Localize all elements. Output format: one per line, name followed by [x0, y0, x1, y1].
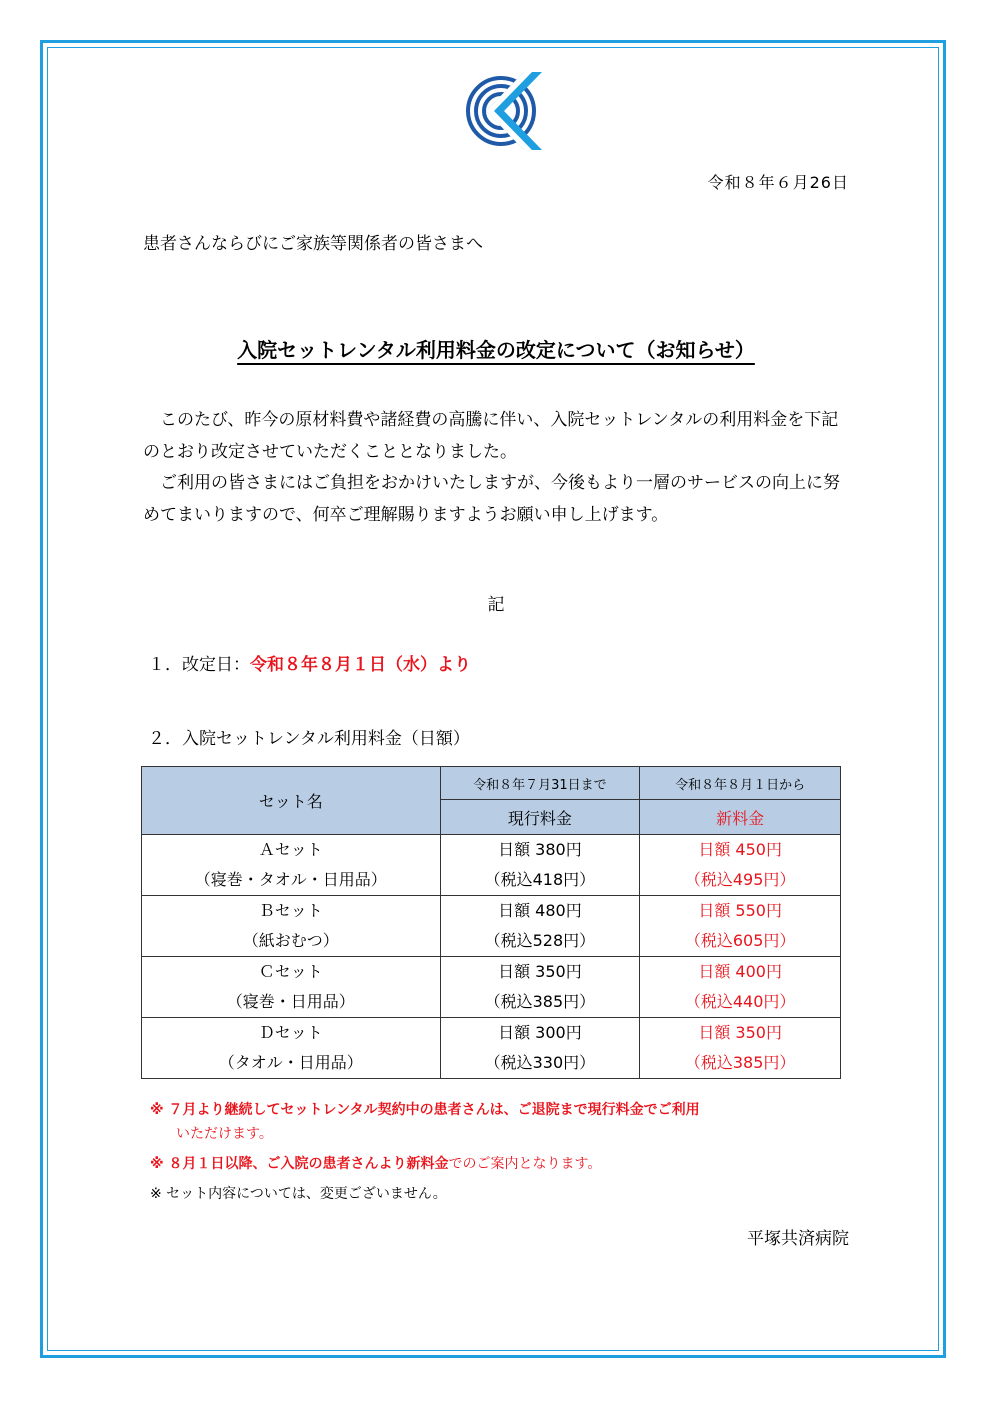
- old-fee-day: 日額 300円: [498, 1023, 582, 1042]
- new-fee-cell: [640, 835, 841, 896]
- note-1-continued: いただけます。: [176, 1126, 273, 1142]
- document-title: [0, 334, 992, 363]
- set-content: （寝巻・タオル・日用品）: [194, 870, 387, 889]
- note-2-rest: でのご案内となります。: [448, 1156, 602, 1172]
- item-revision-date-label: １．改定日：: [148, 655, 250, 675]
- note-3: ※ セット内容については、変更ございません。: [150, 1186, 447, 1202]
- hospital-name: 平塚共済病院: [747, 1229, 849, 1249]
- old-fee-cell: [440, 896, 640, 957]
- note-2-bold: ※ ８月１日以降、ご入院の患者さんより新料金: [150, 1156, 449, 1172]
- body-paragraph-1: このたび、昨今の原材料費や諸経費の高騰に伴い、入院セットレンタルの利用料金を下記のとおり改定させていただくこととなりました。: [143, 410, 839, 462]
- old-fee-tax: （税込418円）: [484, 870, 596, 889]
- old-fee-cell: [440, 1018, 640, 1079]
- set-cell: [142, 835, 441, 896]
- addressee: 患者さんならびにご家族等関係者の皆さまへ: [143, 234, 483, 254]
- new-fee-tax: （税込440円）: [684, 992, 796, 1011]
- set-name: Ｃセット: [258, 962, 323, 981]
- old-fee-day: 日額 350円: [498, 962, 582, 981]
- new-fee-cell: [640, 957, 841, 1018]
- item-revision-date: [148, 650, 471, 675]
- header-new-fee: 新料金: [640, 800, 841, 835]
- note-2: [150, 1152, 850, 1176]
- header-old-fee: 現行料金: [440, 800, 640, 835]
- new-fee-day: 日額 350円: [698, 1023, 782, 1042]
- old-fee-tax: （税込528円）: [484, 931, 596, 950]
- new-fee-day: 日額 400円: [698, 962, 782, 981]
- new-fee-tax: （税込495円）: [684, 870, 796, 889]
- old-fee-tax: （税込330円）: [484, 1053, 596, 1072]
- item-revision-date-value: 令和８年８月１日（水）より: [250, 655, 471, 675]
- set-content: （寝巻・日用品）: [226, 992, 355, 1011]
- new-fee-cell: [640, 1018, 841, 1079]
- old-fee-tax: （税込385円）: [484, 992, 596, 1011]
- new-fee-tax: （税込605円）: [684, 931, 796, 950]
- document-date: 令和８年６月26日: [707, 173, 849, 192]
- ki-heading: 記: [487, 595, 505, 615]
- old-fee-day: 日額 380円: [498, 840, 582, 859]
- new-fee-cell: [640, 896, 841, 957]
- set-cell: [142, 1018, 441, 1079]
- hospital-logo-icon: [466, 72, 544, 150]
- set-content: （紙おむつ）: [242, 931, 339, 950]
- header-set-name: セット名: [142, 767, 441, 835]
- document-title-text: 入院セットレンタル利用料金の改定について（お知らせ）: [237, 338, 755, 362]
- new-fee-day: 日額 550円: [698, 901, 782, 920]
- set-cell: [142, 896, 441, 957]
- old-fee-day: 日額 480円: [498, 901, 582, 920]
- notes: [150, 1098, 850, 1206]
- item-fee-heading: ２．入院セットレンタル利用料金（日額）: [148, 729, 470, 749]
- header-old-period: 令和８年７月31日まで: [440, 767, 640, 800]
- body-text: [143, 405, 855, 531]
- table-row: [142, 835, 841, 896]
- old-fee-cell: [440, 957, 640, 1018]
- fee-table: [141, 766, 841, 1079]
- new-fee-tax: （税込385円）: [684, 1053, 796, 1072]
- set-name: Ａセット: [258, 840, 323, 859]
- set-name: Ｄセット: [258, 1023, 323, 1042]
- note-1: ※ ７月より継続してセットレンタル契約中の患者さんは、ご退院まで現行料金でご利用: [150, 1102, 700, 1118]
- set-content: （タオル・日用品）: [218, 1053, 363, 1072]
- new-fee-day: 日額 450円: [698, 840, 782, 859]
- header-new-period: 令和８年８月１日から: [640, 767, 841, 800]
- table-row: [142, 896, 841, 957]
- body-paragraph-2: ご利用の皆さまにはご負担をおかけいたしますが、今後もより一層のサービスの向上に努めてまいりますので、何卒ご理解賜りますようお願い申し上げます。: [143, 473, 840, 525]
- table-row: [142, 957, 841, 1018]
- set-cell: [142, 957, 441, 1018]
- table-row: [142, 1018, 841, 1079]
- old-fee-cell: [440, 835, 640, 896]
- set-name: Ｂセット: [258, 901, 323, 920]
